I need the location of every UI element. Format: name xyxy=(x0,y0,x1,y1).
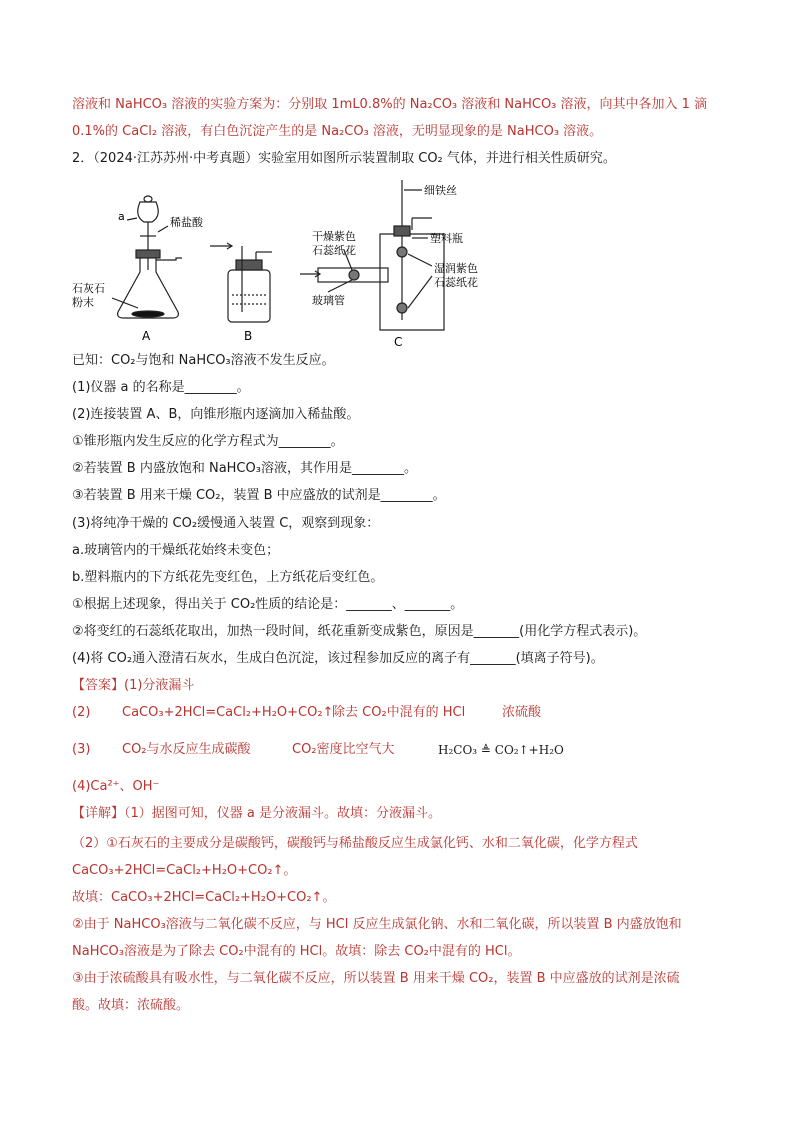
label-limestone-2: 粉末 xyxy=(72,296,94,309)
label-wire: 细铁丝 xyxy=(424,184,457,197)
detail-2-1: （2）①石灰石的主要成分是碳酸钙，碳酸钙与稀盐酸反应生成氯化钙、水和二氧化碳，化学方程式 xyxy=(72,836,638,851)
answer-4: (4)Ca²⁺、OH⁻ xyxy=(72,779,160,794)
question-2-1: ①锥形瓶内发生反应的化学方程式为________。 xyxy=(72,434,344,449)
answer-line-2 xyxy=(72,703,90,723)
question-3: (3)将纯净干燥的 CO₂缓慢通入装置 C，观察到现象： xyxy=(72,516,380,531)
apparatus-diagram xyxy=(72,180,572,350)
question-2: (2)连接装置 A、B，向锥形瓶内逐滴加入稀盐酸。 xyxy=(72,407,360,422)
question-1: (1)仪器 a 的名称是________。 xyxy=(72,380,250,395)
answer-3-conclusion-2: CO₂密度比空气大 xyxy=(292,742,395,757)
question-3-1: ①根据上述现象，得出关于 CO₂性质的结论是：_______、_______。 xyxy=(72,597,464,612)
detail-1: （1）据图可知，仪器 a 是分液漏斗。故填：分液漏斗。 xyxy=(124,806,442,821)
label-A: A xyxy=(142,329,151,343)
detail-2-3: 故填：CaCO₃+2HCl=CaCl₂+H₂O+CO₂↑。 xyxy=(72,890,336,905)
label-B: B xyxy=(244,329,253,343)
label-dry-1: 干燥紫色 xyxy=(312,230,356,243)
question-3-b: b.塑料瓶内的下方纸花先变红色，上方纸花后变红色。 xyxy=(72,570,384,585)
answer-line-1 xyxy=(72,676,194,696)
answer-3-num: (3) xyxy=(72,742,91,757)
answer-2-purpose: 除去 CO₂中混有的 HCl xyxy=(332,705,466,720)
question-3-a: a.玻璃管内的干燥纸花始终未变色； xyxy=(72,543,280,558)
question-3-2: ②将变红的石蕊纸花取出，加热一段时间，纸花重新变成紫色，原因是_______(用化学方程式表示)。 xyxy=(72,624,647,639)
detail-2-7: 酸。故填：浓硫酸。 xyxy=(72,998,190,1013)
label-hcl: 稀盐酸 xyxy=(170,216,203,229)
intro-line-2: 0.1%的 CaCl₂ 溶液，有白色沉淀产生的是 Na₂CO₃ 溶液，无明显现象的是 NaHCO₃ 溶液。 xyxy=(72,124,603,139)
answer-2-reagent: 浓硫酸 xyxy=(502,705,542,720)
detail-2-6: ③由于浓硫酸具有吸水性，与二氧化碳不反应，所以装置 B 用来干燥 CO₂，装置 B 中应盛放的试剂是浓硫 xyxy=(72,971,680,986)
detail-2-2: CaCO₃+2HCl=CaCl₂+H₂O+CO₂↑。 xyxy=(72,863,297,878)
question-2-3: ③若装置 B 用来干燥 CO₂，装置 B 中应盛放的试剂是________。 xyxy=(72,488,446,503)
apparatus-b xyxy=(210,243,272,322)
intro-line-1: 溶液和 NaHCO₃ 溶液的实验方案为：分别取 1mL0.8%的 Na₂CO₃ 溶液和 NaHCO₃ 溶液，向其中各加入 1 滴 xyxy=(72,97,708,112)
answer-tag: 【答案】 xyxy=(72,678,125,693)
label-limestone-1: 石灰石 xyxy=(72,282,105,295)
answer-3-conclusion-1: CO₂与水反应生成碳酸 xyxy=(122,742,251,757)
label-a: a xyxy=(118,210,125,223)
known-condition: 已知：CO₂与饱和 NaHCO₃溶液不发生反应。 xyxy=(72,353,335,368)
question-4: (4)将 CO₂通入澄清石灰水，生成白色沉淀，该过程参加反应的离子有_______(填离子符号)。 xyxy=(72,651,604,666)
label-tube: 玻璃管 xyxy=(312,294,345,307)
label-wet-1: 湿润紫色 xyxy=(434,262,478,275)
answer-3-equation: H₂CO₃ ≜ CO₂↑+H₂O xyxy=(438,743,564,757)
detail-line-1 xyxy=(72,804,441,824)
question-2-2: ②若装置 B 内盛放饱和 NaHCO₃溶液，其作用是________。 xyxy=(72,461,417,476)
question-stem: 2．（2024·江苏苏州·中考真题）实验室用如图所示装置制取 CO₂ 气体，并进行相关性质研究。 xyxy=(72,151,616,166)
label-C: C xyxy=(394,335,403,349)
label-bottle: 塑料瓶 xyxy=(430,232,463,245)
answer-2-num: (2) xyxy=(72,705,91,720)
label-dry-2: 石蕊纸花 xyxy=(312,244,356,257)
detail-tag: 【详解】 xyxy=(72,806,125,821)
label-wet-2: 石蕊纸花 xyxy=(434,276,478,289)
detail-2-5: NaHCO₃溶液是为了除去 CO₂中混有的 HCl。故填：除去 CO₂中混有的 HCl。 xyxy=(72,944,521,959)
answer-1: (1)分液漏斗 xyxy=(124,678,195,693)
answer-2-equation: CaCO₃+2HCl=CaCl₂+H₂O+CO₂↑ xyxy=(122,705,334,720)
detail-2-4: ②由于 NaHCO₃溶液与二氧化碳不反应，与 HCl 反应生成氯化钠、水和二氧化碳，所以装置 B 内盛放饱和 xyxy=(72,917,682,932)
